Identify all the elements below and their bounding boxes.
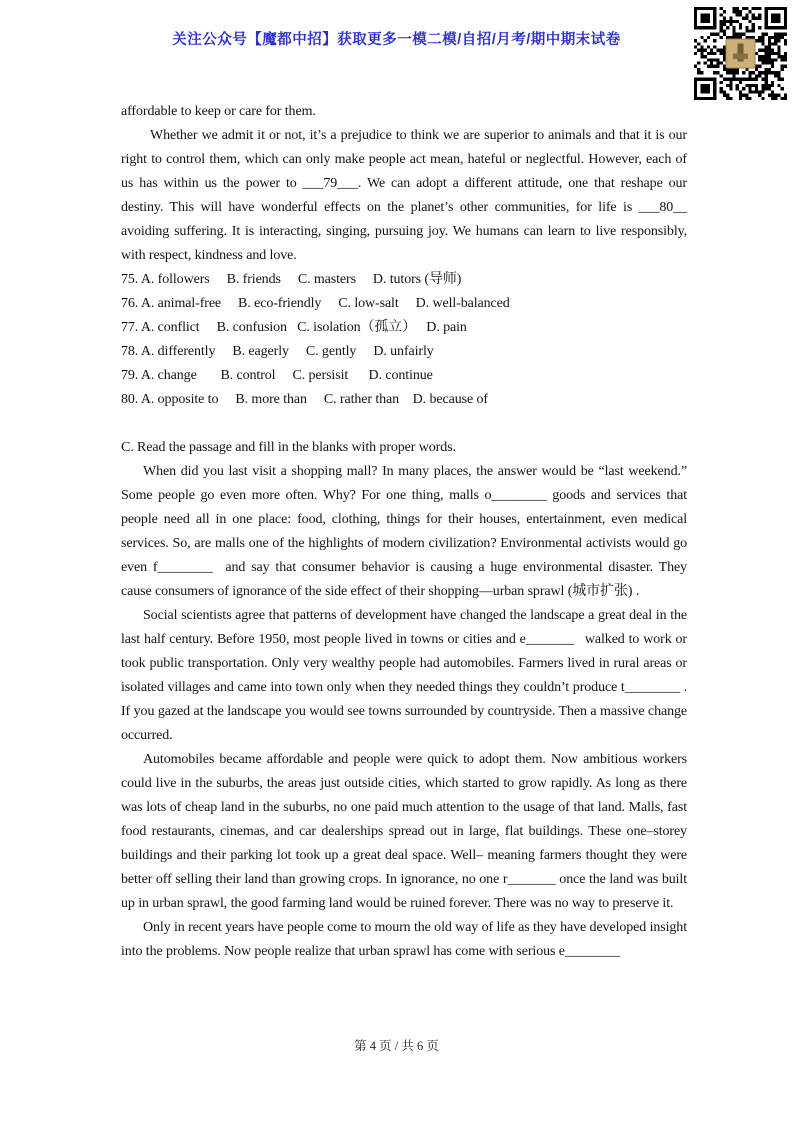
page-number: 第 4 页 / 共 6 页 [354,1039,439,1053]
cloze-question-76: 76. A. animal-free B. eco-friendly C. low-salt D. well-balanced [121,296,510,311]
cloze-question-79: 79. A. change B. control C. persisit D. continue [121,368,433,383]
header-promo-text: 关注公众号【魔都中招】获取更多一模二模/自招/月考/期中期末试卷 [172,32,621,48]
paragraph-continuation: affordable to keep or care for them. [121,104,316,119]
passage-paragraph-social-scientists: Social scientists agree that patterns of development have changed the landscape a great deal in the last half century. Before 1950, most people lived in towns or cities and e_______ walked to work or took public transportation. Only very wealthy people had automobiles. Farmers lived in rural areas or isolated villages and came into town only when they needed things they couldn’t produce t________ . If you gazed at the landscape you would see towns surrounded by countryside. Then a massive change occurred. [121,608,687,743]
qr-code-icon [694,7,787,100]
cloze-question-80: 80. A. opposite to B. more than C. rather than D. because of [121,392,488,407]
section-c-heading: C. Read the passage and fill in the blanks with proper words. [121,440,456,455]
cloze-question-78: 78. A. differently B. eagerly C. gently D. unfairly [121,344,434,359]
passage-paragraph-automobiles: Automobiles became affordable and people were quick to adopt them. Now ambitious workers could live in the suburbs, the areas just outside cities, which started to grow rapidly. As long as there was lots of cheap land in the suburbs, no one paid much attention to the usage of that land. Malls, fast food restaurants, cinemas, and car dealerships spread out in large, flat buildings. These one–storey buildings and their parking lot took up a great deal space. Well– meaning farmers thought they were better off selling their land than growing crops. In ignorance, no one r_______ once the land was built up in urban sprawl, the good farming land would be ruined forever. There was no way to preserve it. [121,752,687,911]
paragraph-animals: Whether we admit it or not, it’s a prejudice to think we are superior to animals and that it is our right to control them, which can only make people act mean, hateful or neglectful. However, each of us has within us the power to ___79___. We can adopt a different attitude, one that reshape our destiny. This will have wonderful effects on the planet’s other communities, for life is ___80__ avoiding suffering. It is interacting, singing, pursuing joy. We humans can learn to live responsibly, with respect, kindness and love. [121,128,687,263]
cloze-question-77: 77. A. conflict B. confusion C. isolation（孤立） D. pain [121,320,467,335]
passage-paragraph-malls: When did you last visit a shopping mall? In many places, the answer would be “last weekend.” Some people go even more often. Why? For one thing, malls o________ goods and services that people need all in one place: food, clothing, things for their houses, entertainment, even medical services. So, are malls one of the highlights of modern civilization? Environmental activists would go even f________ and say that consumer behavior is causing a huge environmental disaster. They cause consumers of ignorance of the side effect of their shopping—urban sprawl (城市扩张) . [121,464,687,599]
passage-paragraph-recent-years: Only in recent years have people come to mourn the old way of life as they have developed insight into the problems. Now people realize that urban sprawl has come with serious e________ [121,920,687,959]
section-divider-space [121,412,687,436]
document-body [121,100,687,964]
cloze-question-75: 75. A. followers B. friends C. masters D. tutors (导师) [121,272,462,287]
